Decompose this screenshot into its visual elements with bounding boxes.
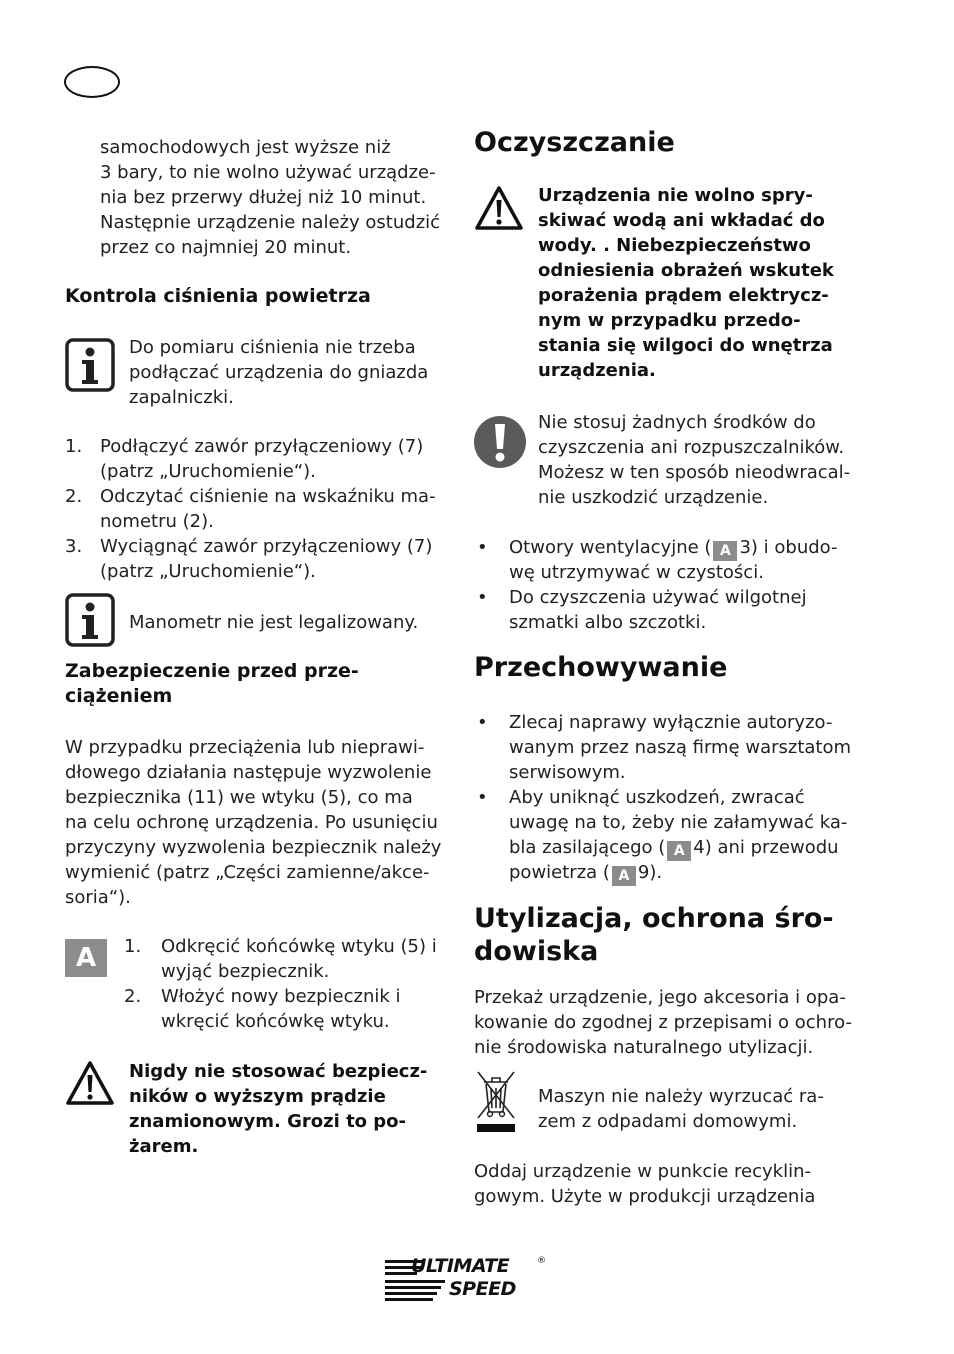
text-fragment: powietrza (	[509, 862, 610, 883]
text-line: odniesienia obrażeń wskutek	[538, 260, 834, 281]
step-text: (patrz „Uruchomienie“).	[100, 461, 316, 482]
fuse-warning	[129, 1059, 427, 1159]
warning-triangle-icon	[65, 1060, 115, 1110]
text-line: Maszyn nie należy wyrzucać ra-	[538, 1086, 824, 1107]
text-line: ników o wyższym prądzie	[129, 1086, 386, 1107]
language-badge	[64, 66, 120, 98]
section-heading-storage: Przechowywanie	[474, 652, 728, 683]
step-text: nometru (2).	[100, 511, 214, 532]
overload-paragraph	[65, 735, 441, 910]
crossed-out-bin-icon	[474, 1068, 518, 1138]
text-line: samochodowych jest wyższe niż	[100, 137, 391, 158]
text-fragment: 4) ani przewodu	[693, 837, 839, 858]
section-heading-disposal	[474, 902, 834, 968]
bullet-text	[509, 535, 838, 561]
step-number: 2.	[124, 986, 142, 1007]
text-line: porażenia prądem elektrycz-	[538, 285, 829, 306]
figure-a-badge: A	[612, 866, 636, 886]
text-line: zem z odpadami domowymi.	[538, 1111, 798, 1132]
step-text: Odkręcić końcówkę wtyku (5) i	[161, 936, 437, 957]
text-line: Nie stosuj żadnych środków do	[538, 412, 816, 433]
bullet-text: Zlecaj naprawy wyłącznie autoryzo-	[509, 712, 833, 733]
text-line: nia bez przerwy dłużej niż 10 minut.	[100, 187, 427, 208]
weee-note	[538, 1084, 824, 1134]
bullet-text: wanym przez naszą firmę warsztatom	[509, 737, 852, 758]
text-fragment: bla zasilającego (	[509, 837, 666, 858]
figure-a-badge: A	[667, 841, 691, 861]
text-line: znamionowym. Grozi to po-	[129, 1111, 407, 1132]
step-text: Podłączyć zawór przyłączeniowy (7)	[100, 436, 424, 457]
bullet-dot: •	[477, 787, 488, 808]
text-line: bezpiecznika (11) we wtyku (5), co ma	[65, 787, 413, 808]
bullet-text: Aby uniknąć uszkodzeń, zwracać	[509, 787, 805, 808]
fuse-steps-list	[124, 934, 454, 1034]
text-line: Oddaj urządzenie w punkcie recyklin-	[474, 1161, 811, 1182]
text-line: nym w przypadku przedo-	[538, 310, 801, 331]
text-line: Do pomiaru ciśnienia nie trzeba	[129, 337, 416, 358]
heading-line: dowiska	[474, 936, 599, 967]
bullet-dot: •	[477, 537, 488, 558]
step-text: wyjąć bezpiecznik.	[161, 961, 330, 982]
registered-mark: ®	[537, 1256, 546, 1266]
text-line: W przypadku przeciążenia lub nieprawi-	[65, 737, 425, 758]
text-line: żarem.	[129, 1136, 199, 1157]
bullet-text: wę utrzymywać w czystości.	[509, 562, 764, 583]
storage-bullet-list	[474, 710, 874, 890]
bullet-dot: •	[477, 712, 488, 733]
text-fragment: 3) i obudo-	[739, 537, 838, 558]
bullet-text: szmatki albo szczotki.	[509, 612, 707, 633]
text-line: Przekaż urządzenie, jego akcesoria i opa-	[474, 987, 846, 1008]
disposal-paragraph	[474, 985, 852, 1060]
text-line: gowym. Użyte w produkcji urządzenia	[474, 1186, 816, 1207]
text-line: Następnie urządzenie należy ostudzić	[100, 212, 441, 233]
text-line: nie uszkodzić urządzenie.	[538, 487, 769, 508]
step-number: 1.	[65, 436, 83, 457]
text-line: urządzenia.	[538, 360, 656, 381]
step-number: 3.	[65, 536, 83, 557]
section-heading-pressure-check: Kontrola ciśnienia powietrza	[65, 285, 371, 307]
bullet-text	[509, 860, 662, 886]
text-line: podłączać urządzenia do gniazda	[129, 362, 429, 383]
figure-a-badge: A	[65, 939, 107, 977]
step-number: 1.	[124, 936, 142, 957]
step-text: Wyciągnąć zawór przyłączeniowy (7)	[100, 536, 433, 557]
text-line: wymienić (patrz „Części zamienne/akce-	[65, 862, 430, 883]
text-line: soria“).	[65, 887, 131, 908]
heading-line: Zabezpieczenie przed prze-	[65, 660, 359, 682]
info-note-2: Manometr nie jest legalizowany.	[129, 612, 419, 633]
bullet-text: Do czyszczenia używać wilgotnej	[509, 587, 807, 608]
figure-a-badge: A	[713, 541, 737, 561]
text-line: czyszczenia ani rozpuszczalników.	[538, 437, 845, 458]
cleaning-caution	[538, 410, 850, 510]
cleaning-bullet-list	[474, 535, 874, 635]
heading-line: Utylizacja, ochrona śro-	[474, 903, 834, 934]
text-line: kowanie do zgodnej z przepisami o ochro-	[474, 1012, 852, 1033]
text-line: dłowego działania następuje wyzwolenie	[65, 762, 432, 783]
step-text: Odczytać ciśnienie na wskaźniku ma-	[100, 486, 436, 507]
bullet-text: serwisowym.	[509, 762, 626, 783]
intro-paragraph	[100, 135, 440, 260]
text-fragment: Otwory wentylacyjne (	[509, 537, 712, 558]
bullet-text	[509, 835, 839, 861]
text-line: nie środowiska naturalnego utylizacji.	[474, 1037, 814, 1058]
text-line: Nigdy nie stosować bezpiecz-	[129, 1061, 428, 1082]
logo-text-bottom: SPEED	[449, 1278, 516, 1300]
info-note-1	[129, 335, 428, 410]
text-line: na celu ochronę urządzenia. Po usunięciu	[65, 812, 438, 833]
text-line: stania się wilgoci do wnętrza	[538, 335, 833, 356]
text-line: Urządzenia nie wolno spry-	[538, 185, 813, 206]
text-line: skiwać wodą ani wkładać do	[538, 210, 825, 231]
text-line: 3 bary, to nie wolno używać urządze-	[100, 162, 436, 183]
info-icon	[65, 338, 115, 396]
recycling-paragraph	[474, 1159, 815, 1209]
bullet-text: uwagę na to, żeby nie załamywać ka-	[509, 812, 848, 833]
cleaning-warning	[538, 183, 834, 383]
text-fragment: 9).	[637, 862, 663, 883]
brand-logo	[383, 1256, 548, 1306]
exclamation-circle-icon	[473, 415, 527, 473]
heading-line: ciążeniem	[65, 685, 173, 707]
text-line: zapalniczki.	[129, 387, 234, 408]
step-number: 2.	[65, 486, 83, 507]
text-line: przez co najmniej 20 minut.	[100, 237, 352, 258]
info-icon	[65, 593, 115, 651]
step-text: (patrz „Uruchomienie“).	[100, 561, 316, 582]
step-text: Włożyć nowy bezpiecznik i	[161, 986, 401, 1007]
pressure-steps-list	[65, 434, 465, 584]
section-heading-cleaning: Oczyszczanie	[474, 127, 675, 158]
text-line: wody. . Niebezpieczeństwo	[538, 235, 811, 256]
section-heading-overload	[65, 659, 359, 709]
logo-text-top: ULTIMATE	[411, 1255, 510, 1277]
step-text: wkręcić końcówkę wtyku.	[161, 1011, 390, 1032]
text-line: przyczyny wyzwolenia bezpiecznik należy	[65, 837, 442, 858]
bullet-dot: •	[477, 587, 488, 608]
text-line: Możesz w ten sposób nieodwracal-	[538, 462, 851, 483]
warning-triangle-icon	[474, 185, 524, 235]
